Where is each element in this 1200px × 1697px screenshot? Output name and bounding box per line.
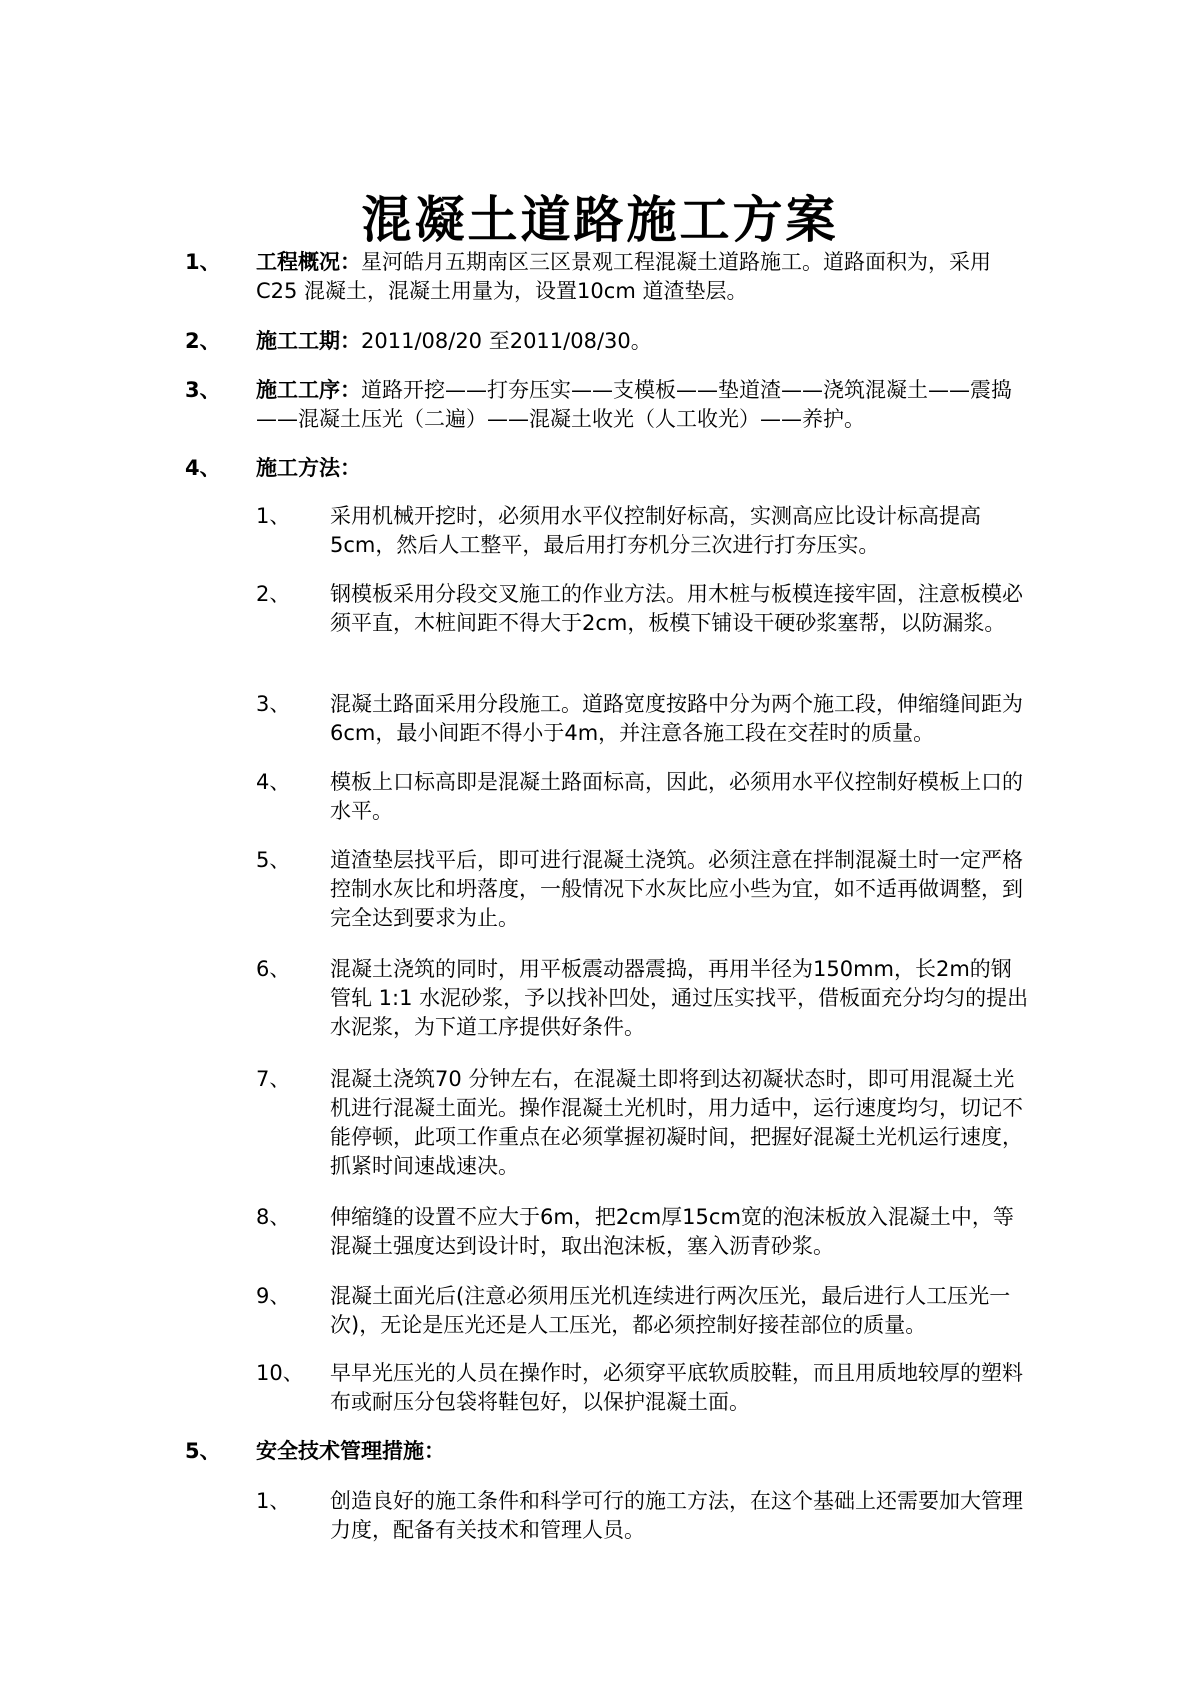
section-body <box>256 376 1020 434</box>
section-number: 2、 <box>185 329 221 353</box>
item-number: 2、 <box>256 582 291 606</box>
item-text: 道渣垫层找平后，即可进行混凝土浇筑。必须注意在拌制混凝土时一定严格控制水灰比和坍落度，一般情况下水灰比应小些为宜，如不适再做调整，到完全达到要求为止。 <box>330 848 1023 930</box>
item-text: 混凝土浇筑70 分钟左右，在混凝土即将到达初凝状态时，即可用混凝土光机进行混凝土面光。操作混凝土光机时，用力适中，运行速度均匀，切记不能停顿，此项工作重点在必须掌握初凝时间，把握好混凝土光机运行速度，抓紧时间速战速决。 <box>330 1067 1023 1178</box>
item-number: 4、 <box>256 770 291 794</box>
section-label: 施工工期： <box>256 329 361 353</box>
item-number: 6、 <box>256 957 291 981</box>
item-number: 8、 <box>256 1205 291 1229</box>
item-number: 3、 <box>256 692 291 716</box>
section-label: 安全技术管理措施： <box>256 1439 445 1463</box>
item-text: 模板上口标高即是混凝土路面标高，因此，必须用水平仪控制好模板上口的水平。 <box>330 770 1023 823</box>
item-text: 采用机械开挖时，必须用水平仪控制好标高，实测高应比设计标高提高5cm，然后人工整平，最后用打夯机分三次进行打夯压实。 <box>330 504 981 557</box>
section-number: 5、 <box>185 1439 221 1463</box>
section-text: 2011/08/20 至2011/08/30。 <box>361 329 652 353</box>
section-body <box>256 454 1020 483</box>
section-body <box>256 1437 1020 1466</box>
section-text: 道路开挖——打夯压实——支模板——垫道渣——浇筑混凝土——震捣——混凝土压光（二遍）——混凝土收光（人工收光）——养护。 <box>256 378 1012 431</box>
item-text: 创造良好的施工条件和科学可行的施工方法，在这个基础上还需要加大管理力度，配备有关技术和管理人员。 <box>330 1489 1023 1542</box>
section-label: 施工方法： <box>256 456 361 480</box>
item-text: 混凝土浇筑的同时，用平板震动器震捣，再用半径为150mm，长2m的钢管轧 1:1 水泥砂浆，予以找补凹处，通过压实找平，借板面充分均匀的提出水泥浆，为下道工序提供好条件。 <box>330 957 1029 1039</box>
item-text: 混凝土路面采用分段施工。道路宽度按路中分为两个施工段，伸缩缝间距为6cm，最小间距不得小于4m，并注意各施工段在交茬时的质量。 <box>330 692 1023 745</box>
item-number: 1、 <box>256 1489 291 1513</box>
item-number: 7、 <box>256 1067 291 1091</box>
section-number: 1、 <box>185 250 221 274</box>
item-number: 10、 <box>256 1361 304 1385</box>
section-number: 3、 <box>185 378 221 402</box>
item-text: 混凝土面光后(注意必须用压光机连续进行两次压光，最后进行人工压光一次)，无论是压光还是人工压光，都必须控制好接茬部位的质量。 <box>330 1284 1011 1337</box>
item-text: 伸缩缝的设置不应大于6m，把2cm厚15cm宽的泡沫板放入混凝土中，等混凝土强度达到设计时，取出泡沫板，塞入沥青砂浆。 <box>330 1205 1014 1258</box>
section-number: 4、 <box>185 456 221 480</box>
section-body <box>256 248 1020 306</box>
section-text: 星河皓月五期南区三区景观工程混凝土道路施工。道路面积为，采用C25 混凝土，混凝土用量为，设置10cm 道渣垫层。 <box>256 250 991 303</box>
item-text: 早早光压光的人员在操作时，必须穿平底软质胶鞋，而且用质地较厚的塑料布或耐压分包袋将鞋包好，以保护混凝土面。 <box>330 1361 1023 1414</box>
section-body <box>256 327 1020 356</box>
item-number: 9、 <box>256 1284 291 1308</box>
document-title: 混凝土道路施工方案 <box>361 190 839 249</box>
section-label: 工程概况： <box>256 250 361 274</box>
item-number: 1、 <box>256 504 291 528</box>
item-text: 钢模板采用分段交叉施工的作业方法。用木桩与板模连接牢固，注意板模必须平直，木桩间距不得大于2cm，板模下铺设干硬砂浆塞帮，以防漏浆。 <box>330 582 1023 635</box>
section-label: 施工工序： <box>256 378 361 402</box>
item-number: 5、 <box>256 848 291 872</box>
